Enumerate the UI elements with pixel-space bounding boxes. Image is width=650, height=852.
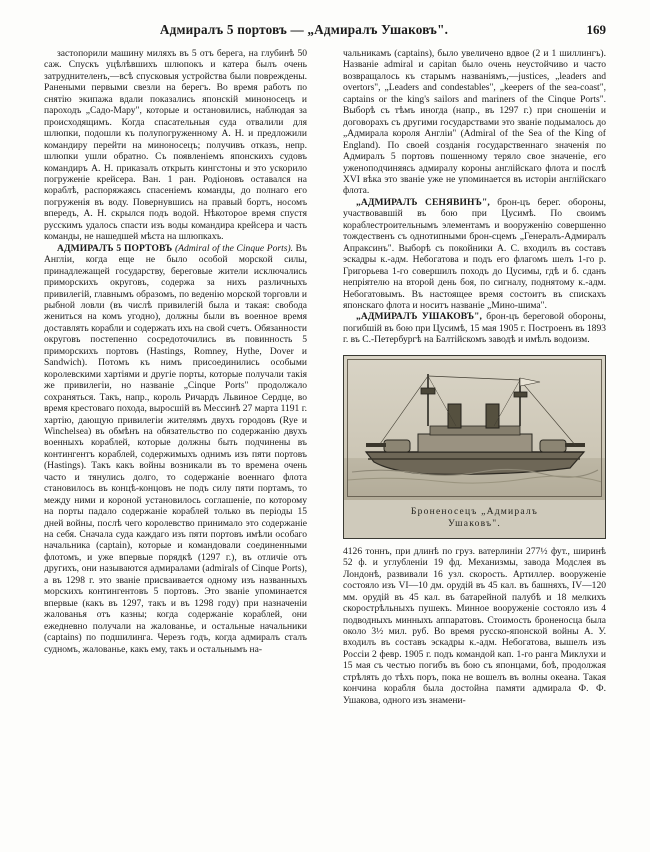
entry-admiral-ushakov — [343, 311, 606, 345]
paragraph: чальникамъ (captains), было увеличено вдвое (2 и 1 шиллингъ). Названіе admiral и capitan было очень неустойчиво и часто возвращалось къ старымъ названіямъ,—justices, „leaders and overtors", „Leaders and condestables", „keepers of the sea-coast", captains or the king's sailors and mariners of the Cinque Ports". Выборѣ съ тѣмъ иногда (напр., въ 1297 г.) при сношеніи и договорахъ съ другими государствами это званіе подымалось до „Адмирала короля Англіи" (Admiral of the Sea of the King of England). По своей созданія государственнаго значенія по Адмиралъ 5 портовъ пошенному теряло свое значеніе, его уженоподчиняясь адмиралу короны англійскаго флота и послѣ XVI вѣка это званіе уже не упоминается въ исторіи англійскаго флота. — [343, 48, 606, 197]
entry-heading: „АДМИРАЛЪ СЕНЯВИНЪ", — [356, 196, 490, 208]
entry-admiral-5-ports — [44, 243, 307, 655]
figure-battleship-ushakov — [343, 355, 606, 539]
entry-heading-latin: (Admiral of the Cinque Ports). — [175, 242, 294, 254]
entry-heading: „АДМИРАЛЪ УШАКОВЪ", — [356, 311, 483, 323]
figure-caption-line2: Ушаковъ". — [448, 517, 501, 529]
left-column — [44, 48, 307, 838]
figure-caption — [344, 500, 605, 538]
page-number: 169 — [586, 22, 606, 37]
battleship-illustration — [344, 356, 605, 500]
paragraph: застопорили машину миляхъ въ 5 отъ берега, на глубинѣ 50 саж. Спускъ уцѣлѣвшихъ шлюпокъ и катера былъ очень затруднителенъ,—всѣ спусковыя устройства были повреждены. Ранеными первыми свезли на берегъ. Во время работъ по снятію экипажа вдали показались японскій миноносецъ и пароходъ „Садо-Мару", которые и остановились, наблюдая за происходящимъ. Когда спасательныя суда отвалили для шлюпки, подошли къ полупогруженному А. Н. и предложили командиру перейти на миноносецъ; получивъ отказъ, непр. шлюпки ушли обратно. Съ появленіемъ японскихъ судовъ командиръ А. Н. приказалъ открыть кингстоны и это ускорило погруженіе крейсера. Ван. 1 ран. Родіоновъ оставался на кораблѣ, распоряжаясь спасеніемъ команды, до полнаго его погруженія въ воду. Повернувшись на правый бортъ, носомъ впередъ, А. Н. скрылся подъ водой. Нѣкоторое время спустя русскимъ удалось спасти изъ воды командира крейсера и часть команды, не нашедшей мѣста на шлюпкахъ. — [44, 48, 307, 243]
entry-heading: АДМИРАЛЪ 5 ПОРТОВЪ — [57, 242, 173, 254]
page-title: Адмиралъ 5 портовъ — „Адмиралъ Ушаковъ". — [159, 22, 449, 37]
entry-body: Въ Англіи, когда еще не было особой морской силы, принадлежащей государству, береговые жители исключались приморскихъ округовъ, содержа за нихъ различныхъ привилегій, главнымъ образомъ, по веденію морской торговли и рыбной ловли (въ числѣ привилегій была и такая: свобода жениться на комъ угодно), должны были въ военное время доставлять корабли и содержать ихъ на свой счетъ. Обязанности округовъ постепенно сосредоточились въ повинность 5 приморскихъ портовъ (Hastings, Romney, Hythe, Dover и Sandwich). Потомъ къ нимъ присоединились особыми королевскими хартіями и другіе порты, которые получали такія же привилегіи, но названіе „Cinque Ports" продолжало сохраняться. Такъ, напр., король Ричардъ Львиное Сердце, во время крестоваго похода, выросшій въ Мессинѣ 27 марта 1191 г. хартію, дающую привилегіи жителямъ двухъ городовъ (Rye и Winchelsea) въ обмѣнъ на обязательство по содержанію двухъ военныхъ кораблей, которые должны быть подчинены въ контингентъ кораблей, содержимыхъ однимъ изъ пяти портовъ (Hastings). Такъ какъ войны возникали въ то времена очень часто и тянулись долго, то содержаніе военнаго флота становилось въ концѣ-концовъ не подъ силу пяти портамъ, то между ними и короной установилось соглашеніе, по которому на порты падало содержаніе кораблей только въ періоды 15 дней войны, послѣ чего королевство принимало это содержаніе на себя. Сначала суда каждаго изъ пяти портовъ имѣли особаго начальника (captain), которые и командовали соединенными флотомъ, и уже впервые порядкѣ (1297 г.), въ отличіе отъ другихъ, они называются адмиралами (admirals of Cinque Ports), а въ 1298 г. это званіе присваивается одному изъ названныхъ морскихъ контингентовъ 5 портовъ. Это званіе упоминается впервые (какъ въ 1297, такъ и въ 1298 году) при назначеніи жалованья отъ казны; когда содержаніе кораблей, они ежедневно получали на жалованье, и остальные начальники (captains) по подшилинга. Черезъ годъ, когда адмиралъ сталъ судномъ, жалованье, какъ ему, такъ и остальнымъ на- — [44, 242, 307, 655]
entry-body: брон-цъ берег. обороны, участвовавшій въ бою при Цусимѣ. По своимъ кораблестроительнымъ элементамъ и вооруженію совершенно тождественъ съ однотипными брон-сцемъ „Генералъ-Адмиралъ Апраксинъ". Выборѣ съ покойники А. С. входилъ въ составъ эскадры к.-адм. Небогатова и подъ его флагомъ шелъ 1-го р. Григорьева 1-го совершилъ походъ до Цусимы, гдѣ и б. сданъ непріятелю на второй день боя, по сигналу, поднятому к.-адм. Небогатовымъ. Въ настоящее время состоитъ въ спискахъ японскаго флота и носитъ названіе „Мино-шима". — [343, 196, 606, 311]
paragraph: 4126 тоннъ, при длинѣ по груз. ватерлиніи 277½ фут., ширинѣ 52 ф. и углубленіи 19 фд. Механизмы, завода Модслея въ Лондонѣ, развивали 16 узл. скорость. Артиллер. вооруженіе состояло изъ VI—10 дм. орудій въ 45 кал. въ башняхъ, IV—120 мм. орудій въ 45 кал. въ батарейной палубѣ и 18 мелкихъ скорострѣльныхъ пушекъ. Минное вооруженіе состояло изъ 4 подводныхъ минныхъ аппаратовъ. Стоимость броненосца была около 3½ мил. руб. Во время русско-японской войны А. У. входилъ въ составъ эскадры к.-адм. Небогатова, вышелъ изъ Россіи 2 февр. 1905 г. подъ командой кап. 1-го ранга Миклухи и 15 мая съ честью погибъ въ бою съ японцами, боѣ, продолжая стрѣлять до тѣхъ поръ, пока не вошелъ въ волны океана. Такая кончина корабля была достойна памяти адмирала Ф. Ф. Ушакова, одного изъ знамени- — [343, 545, 606, 706]
text-columns — [44, 48, 606, 838]
figure-caption-line1: Броненосецъ „Адмиралъ — [410, 505, 539, 517]
figure-image — [344, 356, 605, 500]
entry-body: брон-цъ береговой обороны, погибшій въ бою при Цусимѣ, 15 мая 1905 г. Построенъ въ 1893 г. въ С.-Петербургѣ на Балтійскомъ заводѣ и имѣлъ водоизм. — [343, 311, 606, 346]
page-header — [44, 22, 606, 42]
right-column — [343, 48, 606, 838]
entry-admiral-senyavin — [343, 197, 606, 312]
